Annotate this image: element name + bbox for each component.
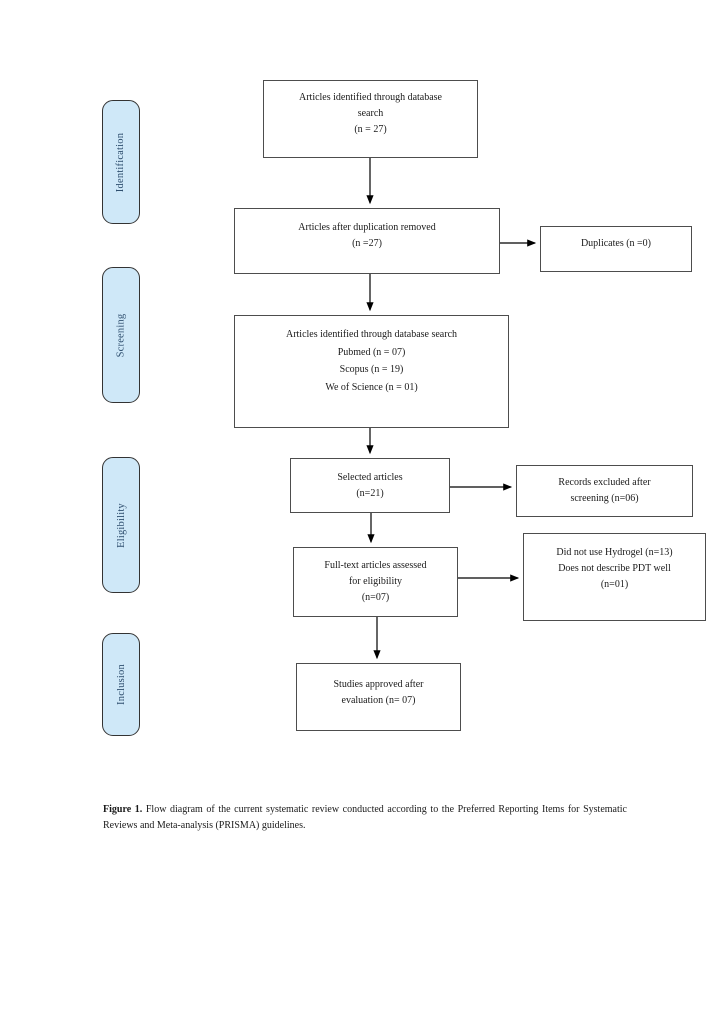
box-records-excluded [516,465,693,517]
box-duplicates [540,226,692,272]
box-text-line: (n =27) [352,238,382,249]
box-fulltext-excluded [523,533,706,621]
stage-inclusion [102,633,140,736]
box-after-duplication [234,208,500,274]
figure-caption-label: Figure 1. [103,804,143,815]
box-text-line: Does not describe PDT well [558,563,671,574]
box-text-line: screening (n=06) [570,493,639,504]
stage-identification-label: Identification [115,132,127,192]
figure-caption-text: Flow diagram of the current systematic review conducted according to the Preferred Reporting Items for Systematic Reviews and Meta-analysis (PRISMA) guidelines. [103,804,627,831]
box-text-line: Articles identified through database [298,92,442,103]
box-database-breakdown [234,315,509,428]
box-text-line: Articles identified through database search [285,329,458,340]
stage-inclusion-label: Inclusion [115,664,127,705]
stage-identification [102,100,140,224]
box-text-line: Pubmed (n = 07) [337,346,406,358]
box-text-line: Did not use Hydrogel (n=13) [556,547,673,558]
figure-caption [103,802,627,833]
box-selected-articles [290,458,450,513]
box-text-line: Duplicates (n =0) [580,238,652,249]
box-text-line: Records excluded after [558,477,651,488]
stage-screening-label: Screening [115,313,127,357]
box-studies-approved [296,663,461,731]
box-text-line: evaluation (n= 07) [341,695,416,706]
stage-eligibility-label: Eligibility [115,502,127,548]
stage-eligibility [102,457,140,593]
box-text-line: (n=21) [356,487,384,499]
box-text-line: Scopus (n = 19) [339,364,404,375]
box-text-line: search [357,108,384,119]
box-fulltext-assessed [293,547,458,617]
box-text-line: for eligibility [348,576,403,587]
box-text-line: (n=07) [361,592,390,603]
box-text-line: Studies approved after [333,679,424,690]
box-articles-identified [263,80,478,158]
box-text-line: Articles after duplication removed [298,222,436,233]
box-text-line: Selected articles [337,471,403,483]
box-text-line: (n = 27) [354,124,387,135]
stage-screening [102,267,140,403]
box-text-line: (n=01) [600,579,629,590]
box-text-line: We of Science (n = 01) [325,381,418,393]
box-text-line: Full-text articles assessed [324,560,427,571]
